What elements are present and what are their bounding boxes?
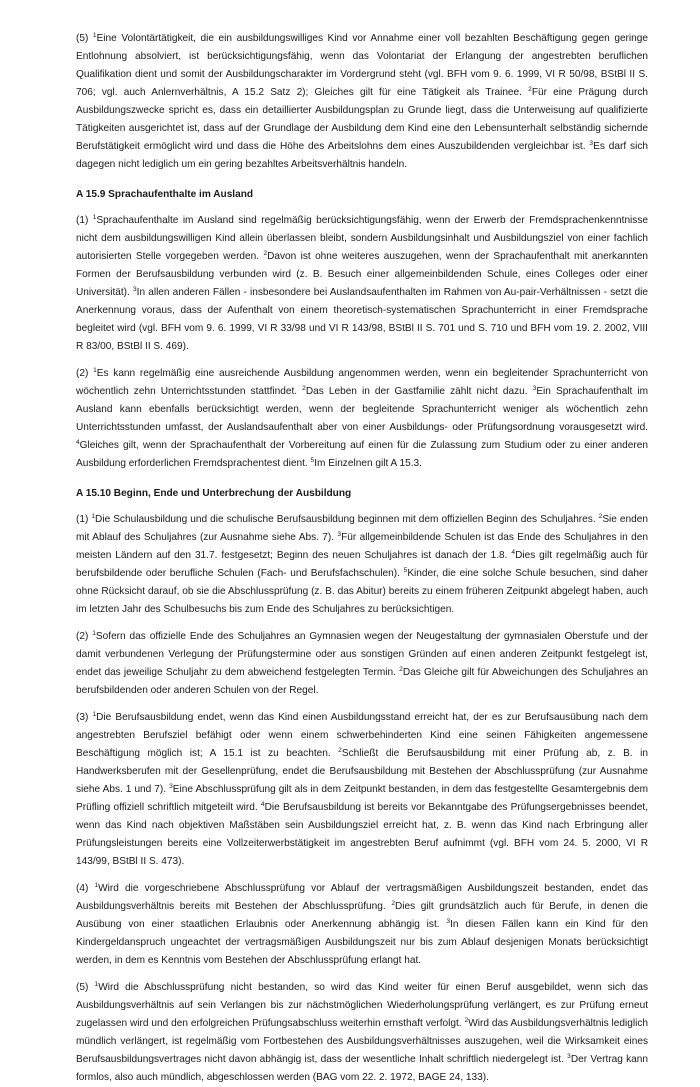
sentence-number: 2 <box>528 86 532 94</box>
paragraph-text: Im Einzelnen gilt A 15.3. <box>314 458 422 469</box>
paragraph-text: Die Berufsausbildung endet, wenn das Kind einen Ausbildungsstand erreicht hat, der es zur Berufsausübung nach dem angestrebten Berufsziel befähigt oder wenn einem schwerbehinderten Kind eine seinen Fähigkeiten angemessene Beschäftigung möglich ist; A 15.1 ist zu beachten. <box>76 712 648 759</box>
paragraph <box>76 511 648 619</box>
paragraph-text: (1) <box>76 514 92 525</box>
paragraph-text: In allen anderen Fällen - insbesondere bei Auslandsaufenthalten im Rahmen von Au-pair-Verhältnissen - setzt die Anerkennung voraus, dass der Aufenthalt von einem theoretisch-systematischen Sprachunterricht in einer Fremdsprache begleitet wird (vgl. BFH vom 9. 6. 1999, VI R 33/98 und VI R 143/98, BStBl II S. 701 und S. 710 und BFH vom 19. 2. 2002, VIII R 83/00, BStBl II S. 469). <box>76 287 648 352</box>
paragraph <box>76 365 648 473</box>
sentence-number: 2 <box>464 1017 469 1025</box>
sentence-number: 3 <box>446 918 451 926</box>
sentence-number: 5 <box>310 457 315 465</box>
paragraph-text: Eine Volontärtätigkeit, die ein ausbildungswilliges Kind vor Annahme einer voll bezahlten Beschäftigung gegen geringe Entlohnung absolviert, ist berücksichtigungsfähig, wenn das Volontariat der Erlangung der angestrebten beruflichen Qualifikation dient und somit der Ausbildungscharakter im Vordergrund steht (vgl. BFH vom 9. 6. 1999, VI R 50/98, BStBl II S. 706; vgl. auch Anlernverhältnis, A 15.2 Satz 2); Gleiches gilt für eine Tätigkeit als Trainee. <box>76 33 649 98</box>
paragraph-text: (5) <box>76 982 95 993</box>
paragraph-text: Wird das Ausbildungsverhältnis lediglich mündlich verlängert, ist regelmäßig vom Fortbestehen des Ausbildungsverhältnisses auszugehen, weil die Wirksamkeit eines Berufsausbildungsvertrages nicht davon abhängig ist, dass der wesentliche Inhalt schriftlich niedergelegt ist. <box>76 1018 648 1065</box>
paragraph-text: Das Gleiche gilt für Abweichungen des Schuljahres an berufsbildenden oder anderen Schulen von der Regel. <box>76 667 648 696</box>
paragraph-text: Eine Abschlussprüfung gilt als in dem Zeitpunkt bestanden, in dem das festgestellte Gesamtergebnis dem Prüfling offiziell schriftlich mitgeteilt wird. <box>76 784 648 813</box>
paragraph-text: (5) <box>76 33 93 44</box>
paragraph-text: (4) <box>76 883 95 894</box>
paragraph-text: Davon ist ohne weiteres auszugehen, wenn der Sprachaufenthalt mit anerkannten Formen der Berufsausbildung verbunden wird (z. B. Besuch einer allgemeinbildenden Schule, eines Colleges oder einer Universität). <box>76 251 648 298</box>
paragraph <box>76 212 648 356</box>
paragraph-text: Kinder, die eine solche Schule besuchen, sind daher ohne Rücksicht darauf, ob sie die Abschlussprüfung (z. B. das Abitur) bereits zu einem früheren Zeitpunkt abgelegt haben, auch im letzten Jahr des Schulbesuchs bis zum Ende des Schuljahres zu berücksichtigen. <box>76 568 648 615</box>
paragraph <box>76 628 648 700</box>
paragraph-text: Sprachaufenthalte im Ausland sind regelmäßig berücksichtigungsfähig, wenn der Erwerb der Fremdsprachenkenntnisse nicht dem ausbildungswilligen Kind allein überlassen bleibt, sondern Ausbildungsinhalt und Ausbildungsziel von einer fachlich autorisierten Stelle vorgegeben werden. <box>76 215 649 262</box>
sentence-number: 1 <box>92 32 97 40</box>
paragraph <box>76 30 648 174</box>
paragraph-text: Wird die Abschlussprüfung nicht bestanden, so wird das Kind weiter für einen Beruf ausgebildet, wenn sich das Ausbildungsverhältnis auf sein Verlangen bis zur nächstmöglichen Wiederholungsprüfung verlängert, es zur Prüfung erneut zugelassen wird und den erfolgreichen Prüfungsabschluss weiterhin ernsthaft verfolgt. <box>76 982 649 1029</box>
sentence-number: 2 <box>338 747 342 755</box>
paragraph-text: Für allgemeinbildende Schulen ist das Ende des Schuljahres in den meisten Ländern auf den 31.7. festgesetzt; Beginn des neuen Schuljahres ist danach der 1.8. <box>76 532 648 561</box>
paragraph <box>76 709 648 871</box>
paragraph-text: Dies gilt grundsätzlich auch für Berufe, in denen die Ausübung von einer staatlichen Erlaubnis oder Anerkennung abhängig ist. <box>76 901 649 930</box>
paragraph-text: (3) <box>76 712 93 723</box>
sentence-number: 1 <box>92 630 96 638</box>
sentence-number: 3 <box>532 385 537 393</box>
sentence-number: 2 <box>263 250 268 258</box>
sentence-number: 5 <box>403 567 408 575</box>
sentence-number: 4 <box>76 439 80 447</box>
section-heading: A 15.9 Sprachaufenthalte im Ausland <box>76 189 254 200</box>
sentence-number: 1 <box>92 214 97 222</box>
paragraph-text: (1) <box>76 215 93 226</box>
paragraph-text: Das Leben in der Gastfamilie zählt nicht dazu. <box>305 386 533 397</box>
sentence-number: 2 <box>302 385 306 393</box>
sentence-number: 2 <box>598 513 603 521</box>
paragraph-text: Für eine Prägung durch Ausbildungszwecke spricht es, dass ein detaillierter Ausbildungsplan zu Grunde liegt, dass die Unterweisung auf qualifizierte Tätigkeiten ausgerichtet ist, dass auf der Grundlage der Ausbildung dem Kind eine den Lebensunterhalt selbständig sichernde Berufstätigkeit ermöglicht wird und dass die Höhe des Arbeitslohns dem eines Auszubildenden vergleichbar ist. <box>76 87 648 152</box>
sentence-number: 3 <box>169 783 173 791</box>
sentence-number: 3 <box>567 1053 571 1061</box>
paragraph-text: Es darf sich dagegen nicht lediglich um ein gering bezahltes Arbeitsverhältnis handeln. <box>76 141 648 170</box>
paragraph-text: Die Schulausbildung und die schulische Berufsausbildung beginnen mit dem offiziellen Beginn des Schuljahres. <box>95 514 599 525</box>
sentence-number: 4 <box>260 801 265 809</box>
sentence-number: 1 <box>92 711 97 719</box>
sentence-number: 3 <box>589 140 594 148</box>
sentence-number: 3 <box>132 286 137 294</box>
sentence-number: 1 <box>94 981 99 989</box>
paragraph-text: Dies gilt regelmäßig auch für berufsbildende oder berufliche Schulen (Fach- und Berufsfachschulen). <box>76 550 649 579</box>
sentence-number: 1 <box>93 367 97 375</box>
paragraph-text: Die Berufsausbildung ist bereits vor Bekanntgabe des Prüfungsergebnisses beendet, wenn das Kind nach objektiven Maßstäben sein Ausbildungsziel erreicht hat, z. B. wenn das Kind nach Erbringung aller Prüfungsleistungen bereits eine Vollzeiterwerbstätigkeit im angestrebten Beruf aufnimmt (vgl. BFH vom 24. 5. 2000, VI R 143/99, BStBl II S. 473). <box>76 802 648 867</box>
paragraph-text: Schließt die Berufsausbildung mit einer Prüfung ab, z. B. in Handwerksberufen mit der Gesellenprüfung, endet die Berufsausbildung mit Bestehen der Abschlussprüfung (zur Ausnahme siehe Abs. 1 und 7). <box>76 748 648 795</box>
sentence-number: 2 <box>399 666 403 674</box>
paragraph-text: Gleiches gilt, wenn der Sprachaufenthalt der Vorbereitung auf einen für die Zulassung zum Studium oder zu einer anderen Ausbildung erforderlichen Fremdsprachentest dient. <box>76 440 648 469</box>
paragraph-text: Der Vertrag kann formlos, also auch mündlich, abgeschlossen werden (BAG vom 22. 2. 1972, BAGE 24, 133). <box>76 1054 648 1083</box>
section-heading: A 15.10 Beginn, Ende und Unterbrechung der Ausbildung <box>76 488 352 499</box>
paragraph-text: Sie enden mit Ablauf des Schuljahres (zur Ausnahme siehe Abs. 7). <box>76 514 648 543</box>
sentence-number: 3 <box>337 531 342 539</box>
paragraph-text: Wird die vorgeschriebene Abschlussprüfung vor Ablauf der vertragsmäßigen Ausbildungszeit bestanden, endet das Ausbildungsverhältnis bereits mit Bestehen der Abschlussprüfung. <box>76 883 649 912</box>
paragraph-text: Sofern das offizielle Ende des Schuljahres an Gymnasien wegen der Neugestaltung der gymnasialen Oberstufe und der damit verbundenen Verlegung der Prüfungstermine oder aus sonstigen Gründen auf einen anderen Zeitpunkt festgelegt ist, endet das jeweilige Schuljahr zu dem abweichend festgelegten Termin. <box>76 631 649 678</box>
paragraph-text: Es kann regelmäßig eine ausreichende Ausbildung angenommen werden, wenn ein begleitender Sprachunterricht von wöchentlich zehn Unterrichtsstunden stattfindet. <box>76 368 648 397</box>
sentence-number: 4 <box>511 549 516 557</box>
sentence-number: 2 <box>391 900 395 908</box>
sentence-number: 1 <box>94 882 99 890</box>
paragraph <box>76 880 648 970</box>
sentence-number: 1 <box>91 513 96 521</box>
paragraph-text: (2) <box>76 631 93 642</box>
paragraph-text: Ein Sprachaufenthalt im Ausland kann ebenfalls berücksichtigt werden, wenn der begleitende Sprachunterricht weniger als wöchentlich zehn Unterrichtsstunden umfasst, der Auslandsaufenthalt aber von einer Ausbildungs- oder Prüfungsordnung vorausgesetzt wird. <box>76 386 648 433</box>
paragraph-text: In diesen Fällen kann ein Kind für den Kindergeldanspruch ungeachtet der vertragsmäßigen Ausbildungszeit nur bis zum Ablauf desjenigen Monats berücksichtigt werden, in dem es Kenntnis vom Bestehen der Abschlussprüfung erlangt hat. <box>76 919 648 966</box>
paragraph <box>76 979 648 1087</box>
paragraph-text: (2) <box>76 368 94 379</box>
